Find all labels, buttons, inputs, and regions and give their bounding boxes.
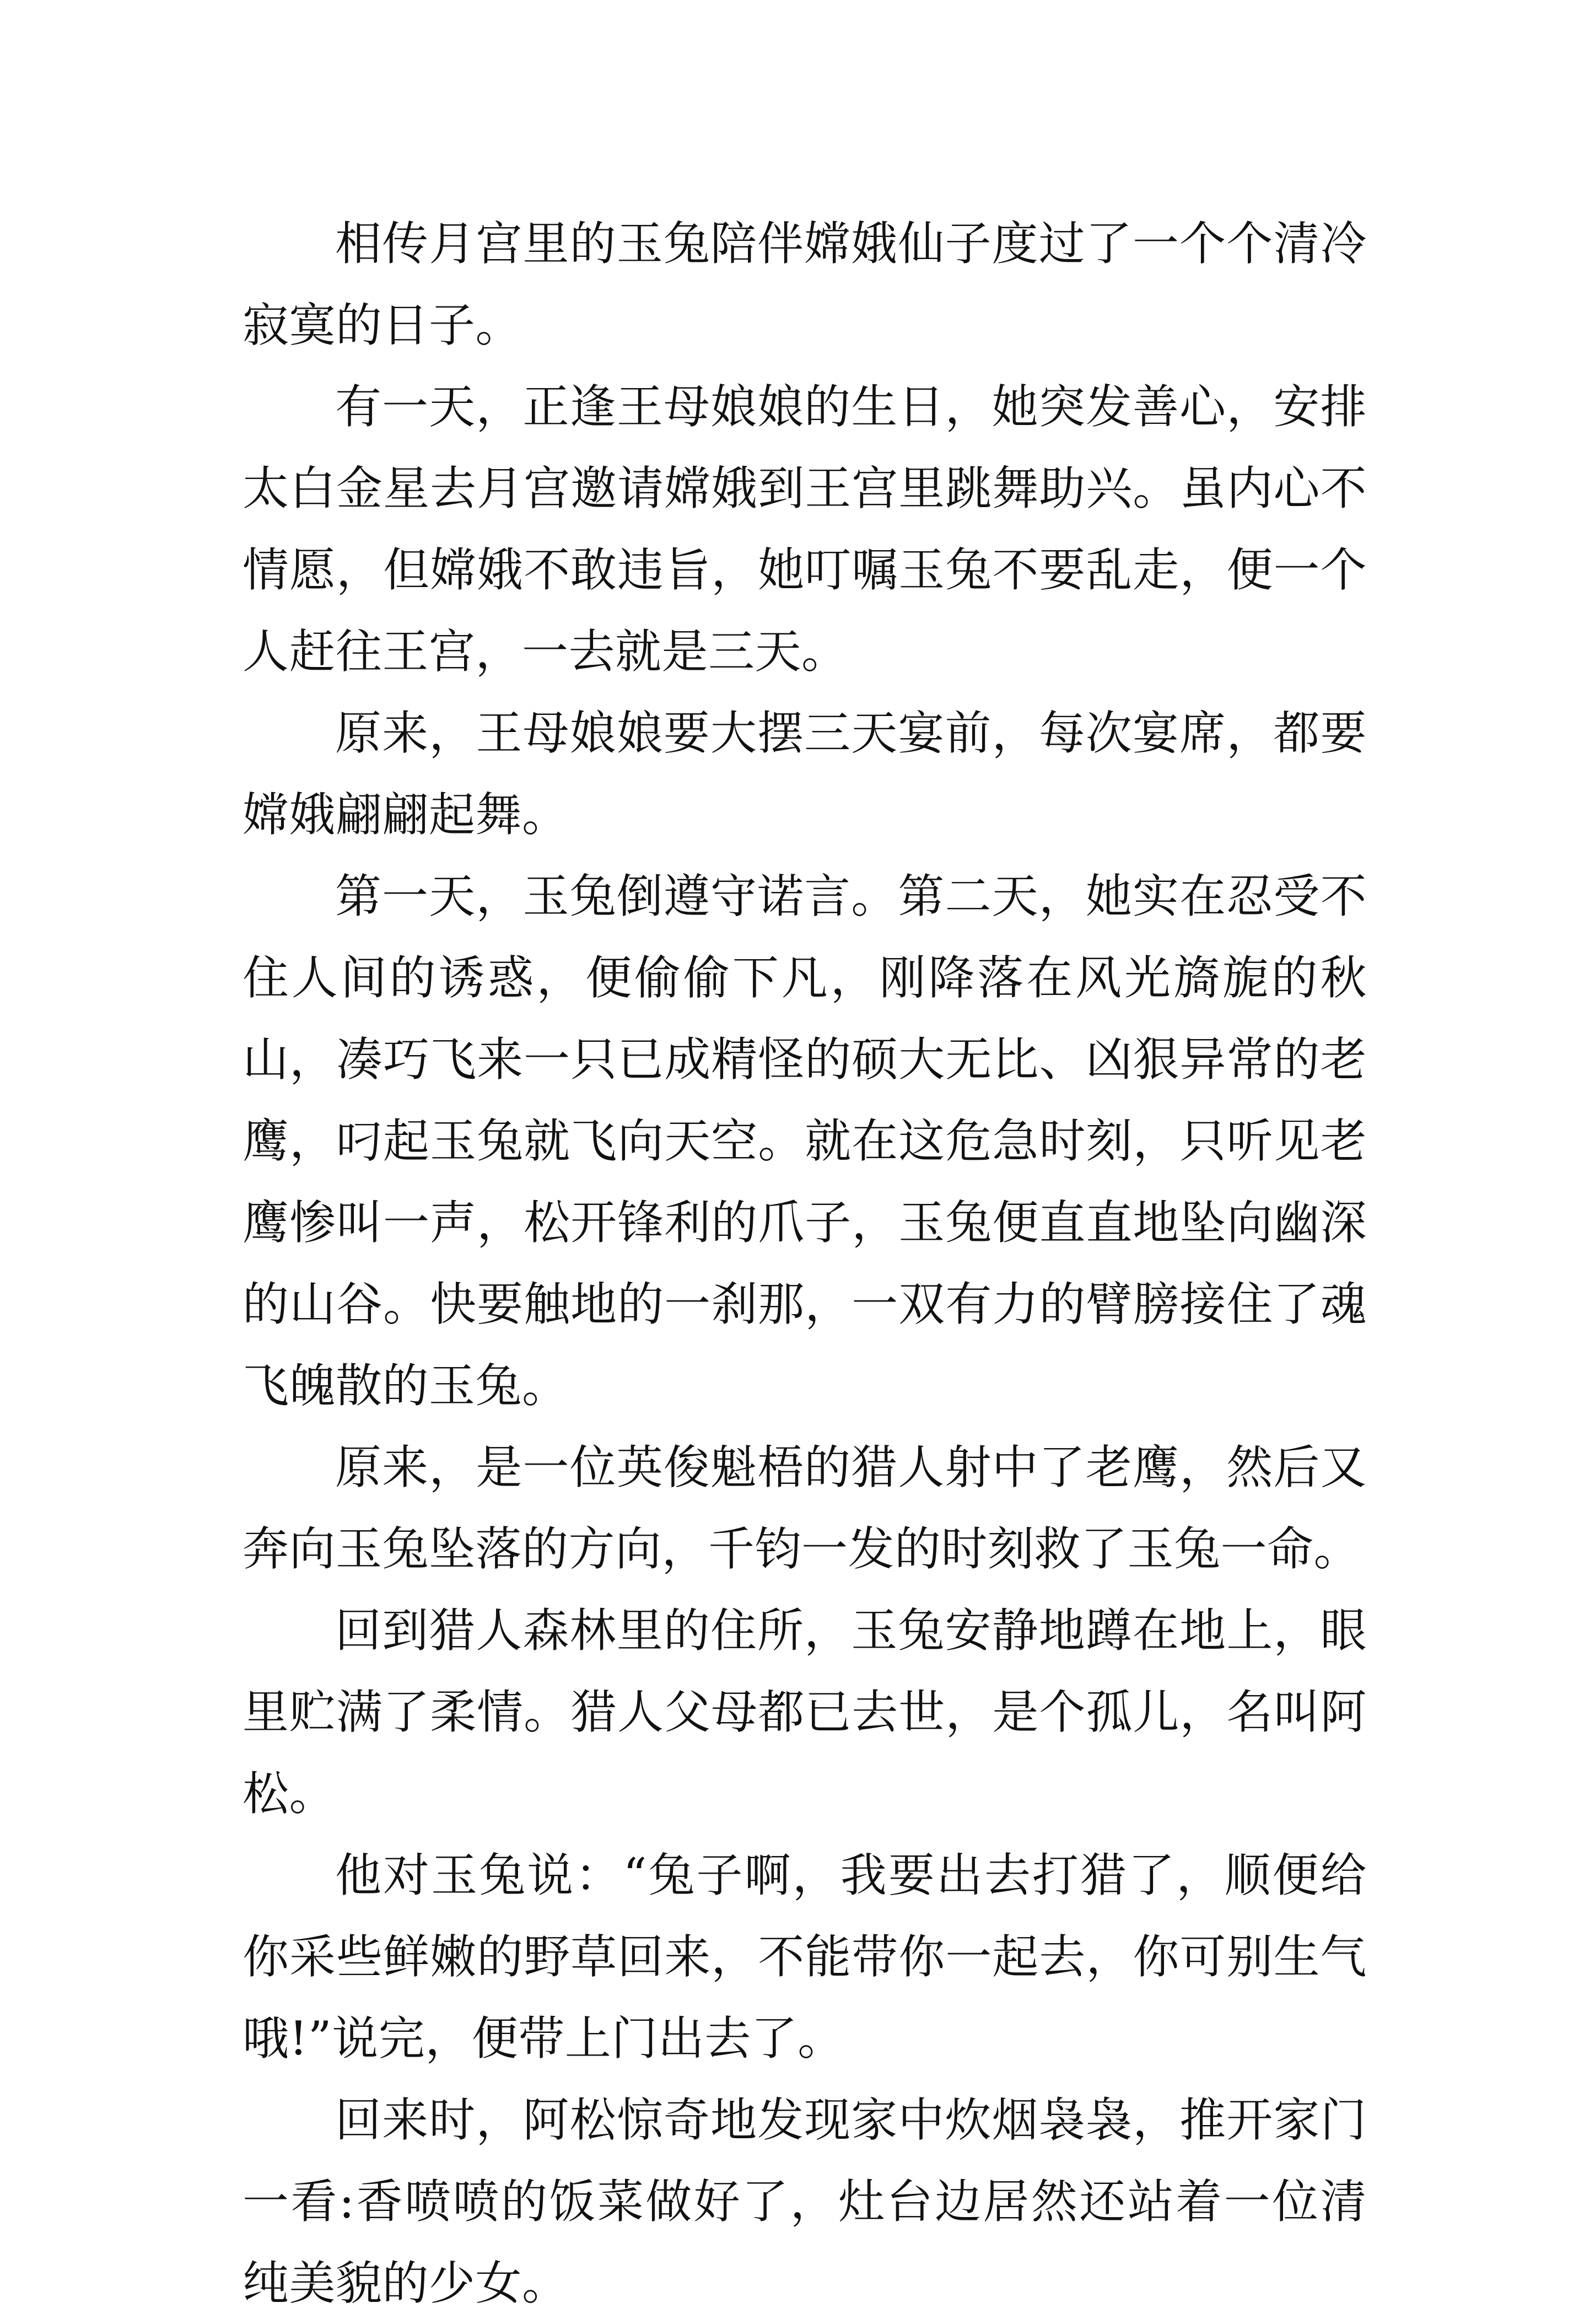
body-text <box>243 203 1367 2324</box>
paragraph-2: 有一天，正逢王母娘娘的生日，她突发善心，安排太白金星去月宫邀请嫦娥到王宫里跳舞助兴。虽内心不情愿，但嫦娥不敢违旨，她叮嘱玉兔不要乱走，便一个人赶往王宫，一去就是三天。 <box>243 380 1367 679</box>
paragraph-5: 原来，是一位英俊魁梧的猎人射中了老鹰，然后又奔向玉兔坠落的方向，千钧一发的时刻救了玉兔一命。 <box>243 1440 1367 1576</box>
paragraph-7: 他对玉兔说：“兔子啊，我要出去打猎了，顺便给你采些鲜嫩的野草回来，不能带你一起去，你可别生气哦!”说完，便带上门出去了。 <box>243 1848 1367 2065</box>
paragraph-4: 第一天，玉兔倒遵守诺言。第二天，她实在忍受不住人间的诱惑，便偷偷下凡，刚降落在风光旖旎的秋山，凑巧飞来一只已成精怪的硕大无比、凶狠异常的老鹰，叼起玉兔就飞向天空。就在这危急时刻，只听见老鹰惨叫一声，松开锋利的爪子，玉兔便直直地坠向幽深的山谷。快要触地的一刹那，一双有力的臂膀接住了魂飞魄散的玉兔。 <box>243 869 1367 1413</box>
paragraph-6: 回到猎人森林里的住所，玉兔安静地蹲在地上，眼里贮满了柔情。猎人父母都已去世，是个孤儿，名叫阿松。 <box>243 1604 1367 1821</box>
paragraph-8: 回来时，阿松惊奇地发现家中炊烟袅袅，推开家门一看:香喷喷的饭菜做好了，灶台边居然还站着一位清纯美貌的少女。 <box>243 2093 1367 2310</box>
paragraph-1: 相传月宫里的玉兔陪伴嫦娥仙子度过了一个个清冷寂寞的日子。 <box>243 217 1367 352</box>
paragraph-3: 原来，王母娘娘要大摆三天宴前，每次宴席，都要嫦娥翩翩起舞。 <box>243 706 1367 842</box>
